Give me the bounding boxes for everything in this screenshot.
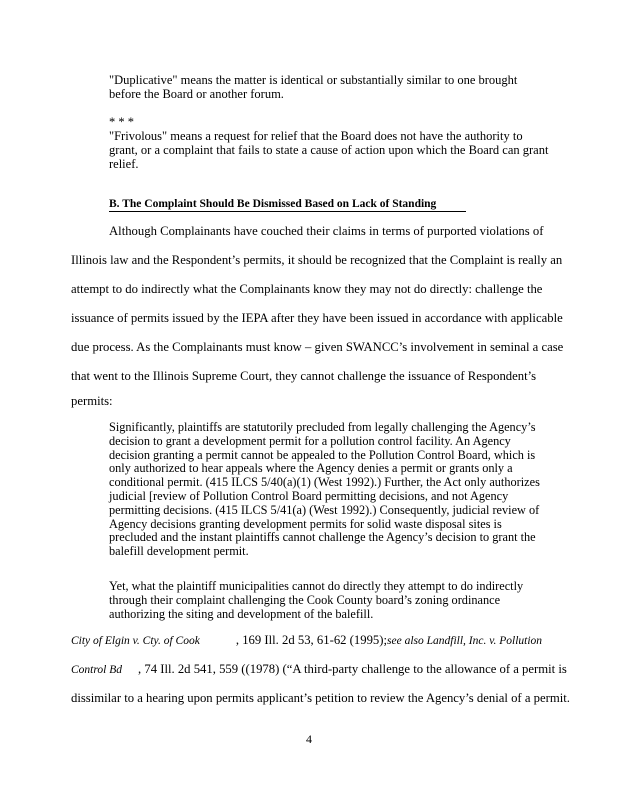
asterisks: * * * xyxy=(109,115,134,129)
body-line: Although Complainants have couched their claims in terms of purported violations of xyxy=(109,224,544,238)
body-line: Illinois law and the Respondent’s permits, it should be recognized that the Complaint is really an xyxy=(71,253,563,267)
definition-frivolous: "Frivolous" means a request for relief that the Board does not have the authority to grant, or a complaint that fails to state a cause of action upon which the Board can grant relief. xyxy=(109,129,549,171)
case-name-elgin: City of Elgin v. Cty. of Cook xyxy=(71,635,200,647)
citation-line-2 xyxy=(71,662,567,678)
body-line: issuance of permits issued by the IEPA after they have been issued in accordance with applicable xyxy=(71,311,563,325)
body-line: permits: xyxy=(71,394,113,408)
body-line: that went to the Illinois Supreme Court, they cannot challenge the issuance of Respondent’s xyxy=(71,369,537,383)
body-line: attempt to do indirectly what the Complainants know they may not do directly: challenge the xyxy=(71,282,543,296)
case-name-control-bd: Control Bd xyxy=(71,664,123,676)
case-cite-elgin: , 169 Ill. 2d 53, 61-62 (1995); xyxy=(235,633,388,647)
case-cite-control-bd: , 74 Ill. 2d 541, 559 ((1978) (“A third-party challenge to the allowance of a permit is xyxy=(138,662,567,676)
block-quote-2 xyxy=(109,580,544,621)
quote-paragraph-1: Significantly, plaintiffs are statutorily precluded from legally challenging the Agency’s decision to grant a development permit for a pollution control facility. An Agency decision granting a permit cannot be appealed to the Pollution Control Board, which is only authorized to hear appeals where the Agency denies a permit or grants only a conditional permit. (415 ILCS 5/40(a)(1) (West 1992).) Further, the Act only authorizes judicial [review of Pollution Control Board permitting decisions, and not Agency permitting decisions. (415 ILCS 5/41(a) (West 1992).) Consequently, judicial review of Agency decisions granting development permits for solid waste disposal sites is precluded and the instant plaintiffs cannot challenge the Agency’s decision to grant the balefill development permit. xyxy=(109,420,540,559)
body-line: due process. As the Complainants must know – given SWANCC’s involvement in seminal a case xyxy=(71,340,564,354)
section-heading: B. The Complaint Should Be Dismissed Based on Lack of Standing xyxy=(109,198,466,212)
block-quote xyxy=(109,421,544,559)
citation-line-1 xyxy=(71,633,542,649)
citation-line-3: dissimilar to a hearing upon permits applicant’s petition to review the Agency’s denial of a permit. xyxy=(71,691,570,705)
definition-duplicative: "Duplicative" means the matter is identical or substantially similar to one brought before the Board or another forum. xyxy=(109,73,518,101)
see-also-landfill: see also Landfill, Inc. v. Pollution xyxy=(387,635,543,647)
page-number: 4 xyxy=(306,732,312,746)
quote-paragraph-2: Yet, what the plaintiff municipalities cannot do directly they attempt to do indirectly through their complaint challenging the Cook County board’s zoning ordinance authorizing the siting and development of the balefill. xyxy=(109,579,524,621)
